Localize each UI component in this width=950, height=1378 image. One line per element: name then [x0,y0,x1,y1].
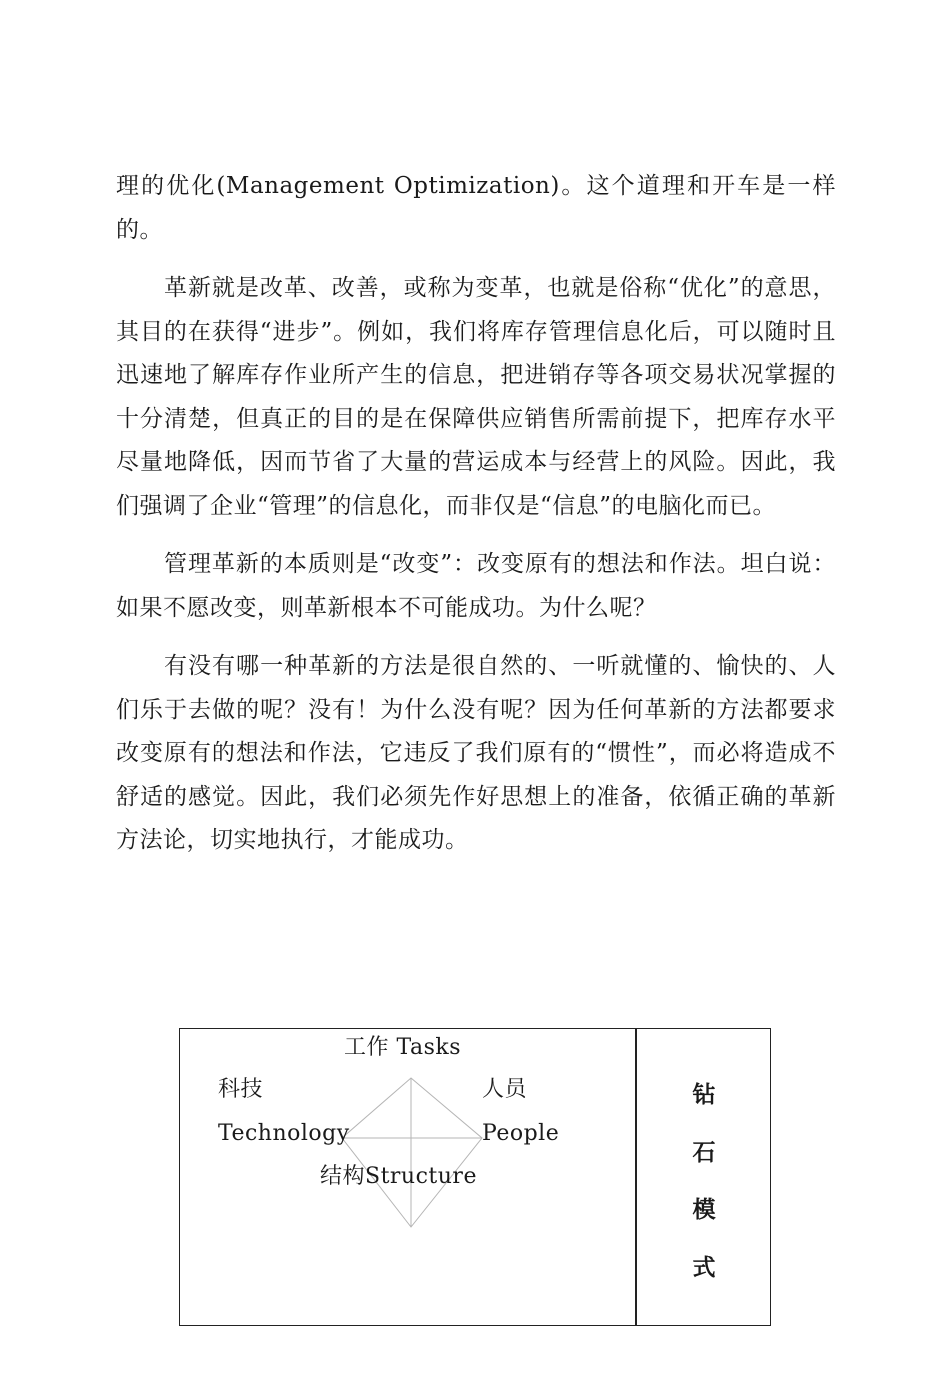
diamond-outline [342,1078,482,1227]
people-cn-label: 人员 [482,1077,528,1102]
diamond-model-figure [179,1028,771,1326]
title-char-2: 石 [692,1140,716,1166]
paragraph-4: 有没有哪一种革新的方法是很自然的、一听就懂的、愉快的、人们乐于去做的呢？没有！为什么没有呢？因为任何革新的方法都要求改变原有的想法和作法，它违反了我们原有的“惯性”，而必将造成不舒适的感觉。因此，我们必须先作好思想上的准备，依循正确的革新方法论，切实地执行，才能成功。 [116,653,836,853]
title-char-4: 式 [692,1255,716,1281]
people-en-label: People [482,1121,560,1146]
paragraph-2: 革新就是改革、改善，或称为变革，也就是俗称“优化”的意思，其目的在获得“进步”。例如，我们将库存管理信息化后，可以随时且迅速地了解库存作业所产生的信息，把进销存等各项交易状况掌握的十分清楚，但真正的目的是在保障供应销售所需前提下，把库存水平尽量地降低，因而节省了大量的营运成本与经营上的风险。因此，我们强调了企业“管理”的信息化，而非仅是“信息”的电脑化而已。 [116,275,836,519]
paragraph-3: 管理革新的本质则是“改变”：改变原有的想法和作法。坦白说：如果不愿改变，则革新根本不可能成功。为什么呢？ [116,551,836,621]
title-char-3: 模 [692,1197,716,1223]
structure-label: 结构Structure [320,1164,477,1189]
technology-cn-label: 科技 [218,1077,264,1102]
title-char-1: 钻 [692,1082,716,1108]
tasks-label: 工作 Tasks [344,1035,461,1060]
paragraph-1: 理的优化(Management Optimization)。这个道理和开车是一样的。 [116,173,836,243]
diamond-model-title [637,1029,771,1325]
body-text [116,165,836,878]
technology-en-label: Technology [218,1121,350,1146]
